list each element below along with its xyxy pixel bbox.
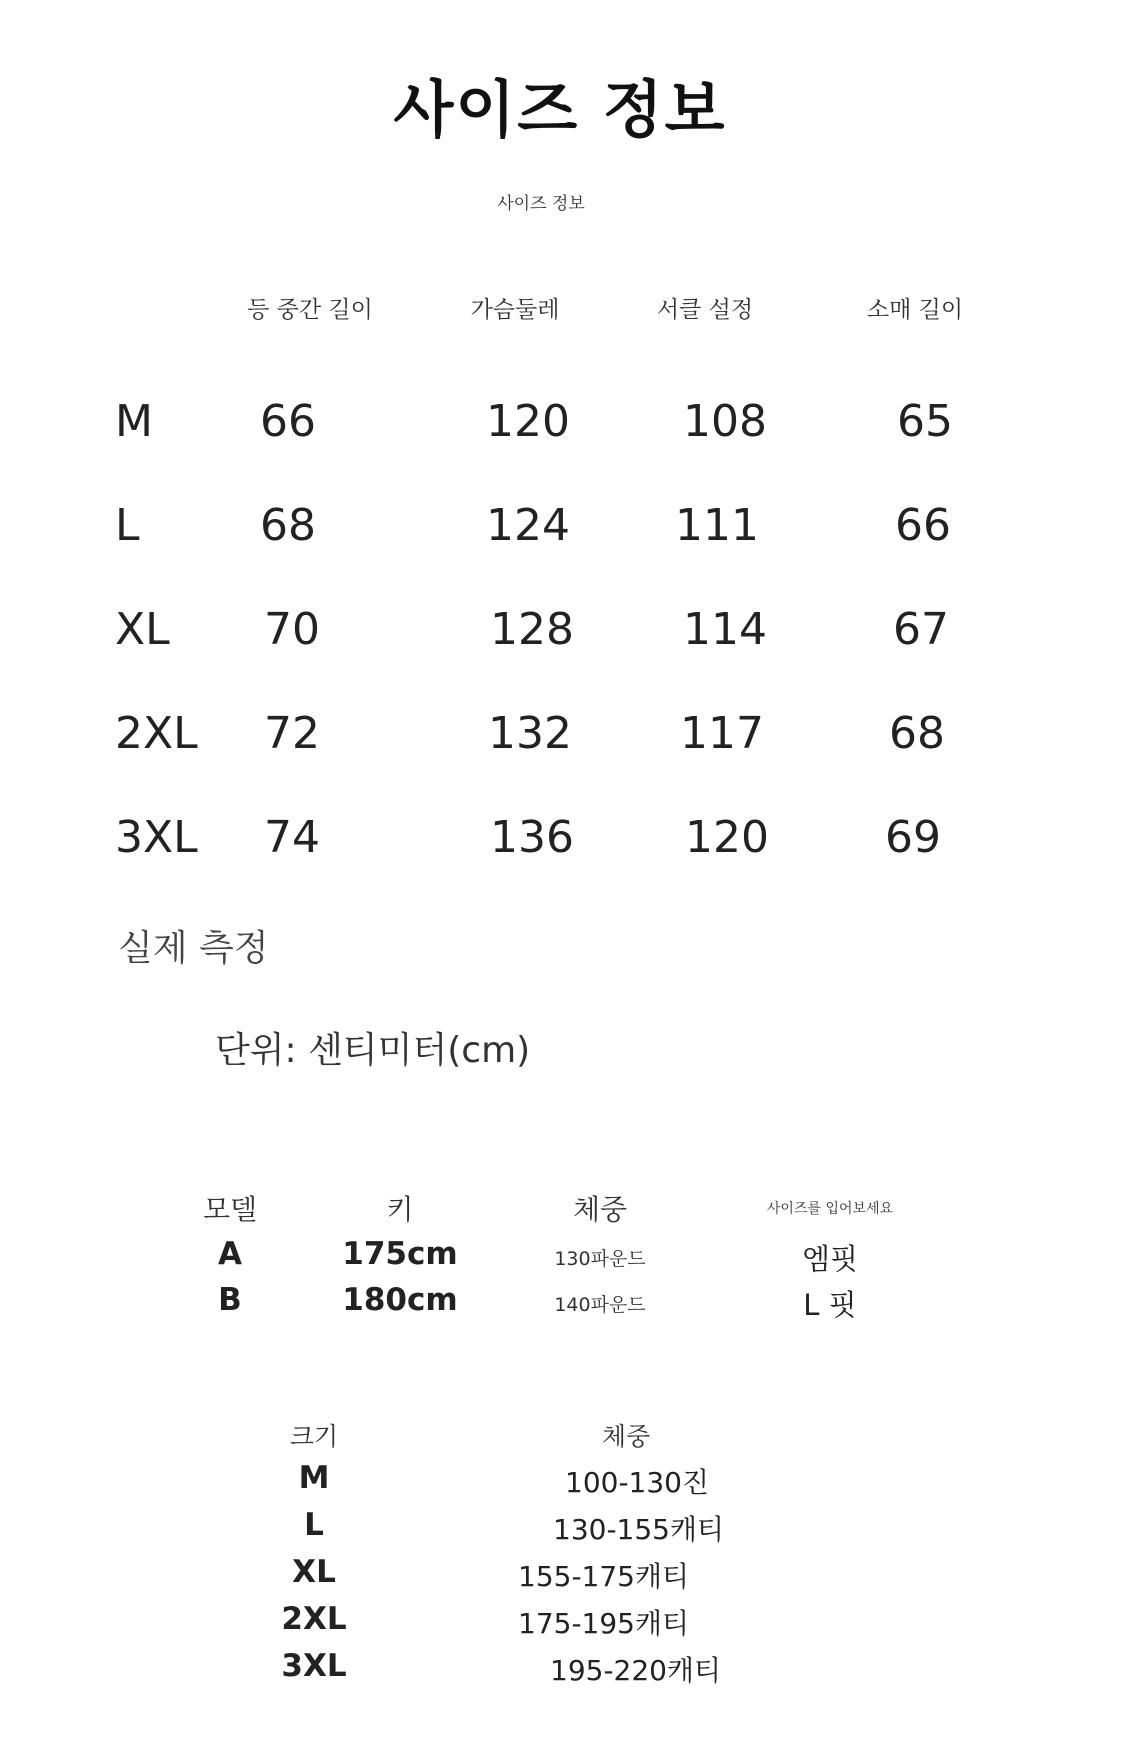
weight-range-m: 100-130진 xyxy=(565,1466,710,1499)
table-cell: 124 xyxy=(486,500,570,551)
weight-range-3xl: 195-220캐티 xyxy=(550,1654,722,1687)
page-title: 사이즈 정보 xyxy=(393,73,727,146)
unit-label: 단위: 센티미터(cm) xyxy=(215,1030,531,1071)
weight-size-l: L xyxy=(304,1507,324,1543)
table-cell: 111 xyxy=(675,500,759,551)
model-b-weight: 140파운드 xyxy=(554,1294,646,1316)
model-b-height: 180cm xyxy=(342,1282,458,1318)
weight-range-l: 130-155캐티 xyxy=(553,1513,725,1546)
model-a: A xyxy=(218,1236,242,1272)
weight-size-3xl: 3XL xyxy=(281,1648,347,1684)
header-back-length: 등 중간 길이 xyxy=(247,297,373,323)
size-label-3xl: 3XL xyxy=(115,812,198,863)
model-a-weight: 130파운드 xyxy=(554,1248,646,1270)
table-cell: 114 xyxy=(683,604,767,655)
table-cell: 132 xyxy=(488,708,572,759)
model-b: B xyxy=(218,1282,242,1318)
table-cell: 65 xyxy=(897,396,953,447)
table-cell: 72 xyxy=(264,708,320,759)
model-b-fit: L 핏 xyxy=(803,1288,857,1322)
header-height: 키 xyxy=(386,1193,414,1226)
table-cell: 70 xyxy=(264,604,320,655)
model-a-height: 175cm xyxy=(342,1236,458,1272)
weight-size-2xl: 2XL xyxy=(281,1601,347,1637)
page-subtitle: 사이즈 정보 xyxy=(497,194,585,214)
weight-range-2xl: 175-195캐티 xyxy=(518,1607,690,1640)
header-weight-range: 체중 xyxy=(601,1422,651,1451)
table-cell: 66 xyxy=(895,500,951,551)
table-cell: 69 xyxy=(885,812,941,863)
table-cell: 74 xyxy=(264,812,320,863)
header-chest: 가슴둘레 xyxy=(470,297,560,323)
weight-range-xl: 155-175캐티 xyxy=(518,1560,690,1593)
table-cell: 120 xyxy=(685,812,769,863)
table-cell: 120 xyxy=(486,396,570,447)
header-sleeve-length: 소매 길이 xyxy=(866,297,964,323)
weight-size-xl: XL xyxy=(292,1554,336,1590)
model-a-fit: 엠핏 xyxy=(801,1242,859,1276)
table-cell: 117 xyxy=(680,708,764,759)
header-fit: 사이즈를 입어보세요 xyxy=(766,1201,894,1217)
header-weight: 체중 xyxy=(572,1193,628,1226)
table-cell: 68 xyxy=(260,500,316,551)
header-collar: 서클 설정 xyxy=(656,297,754,323)
table-cell: 108 xyxy=(683,396,767,447)
table-cell: 136 xyxy=(490,812,574,863)
measurement-note: 실제 측정 xyxy=(118,928,269,969)
table-cell: 66 xyxy=(260,396,316,447)
header-model: 모델 xyxy=(202,1193,258,1226)
size-label-m: M xyxy=(115,396,153,447)
table-cell: 68 xyxy=(889,708,945,759)
size-label-2xl: 2XL xyxy=(115,708,198,759)
size-label-xl: XL xyxy=(115,604,170,655)
size-label-l: L xyxy=(115,500,140,551)
table-cell: 128 xyxy=(490,604,574,655)
table-cell: 67 xyxy=(893,604,949,655)
weight-size-m: M xyxy=(298,1460,330,1496)
header-size: 크기 xyxy=(289,1422,339,1451)
